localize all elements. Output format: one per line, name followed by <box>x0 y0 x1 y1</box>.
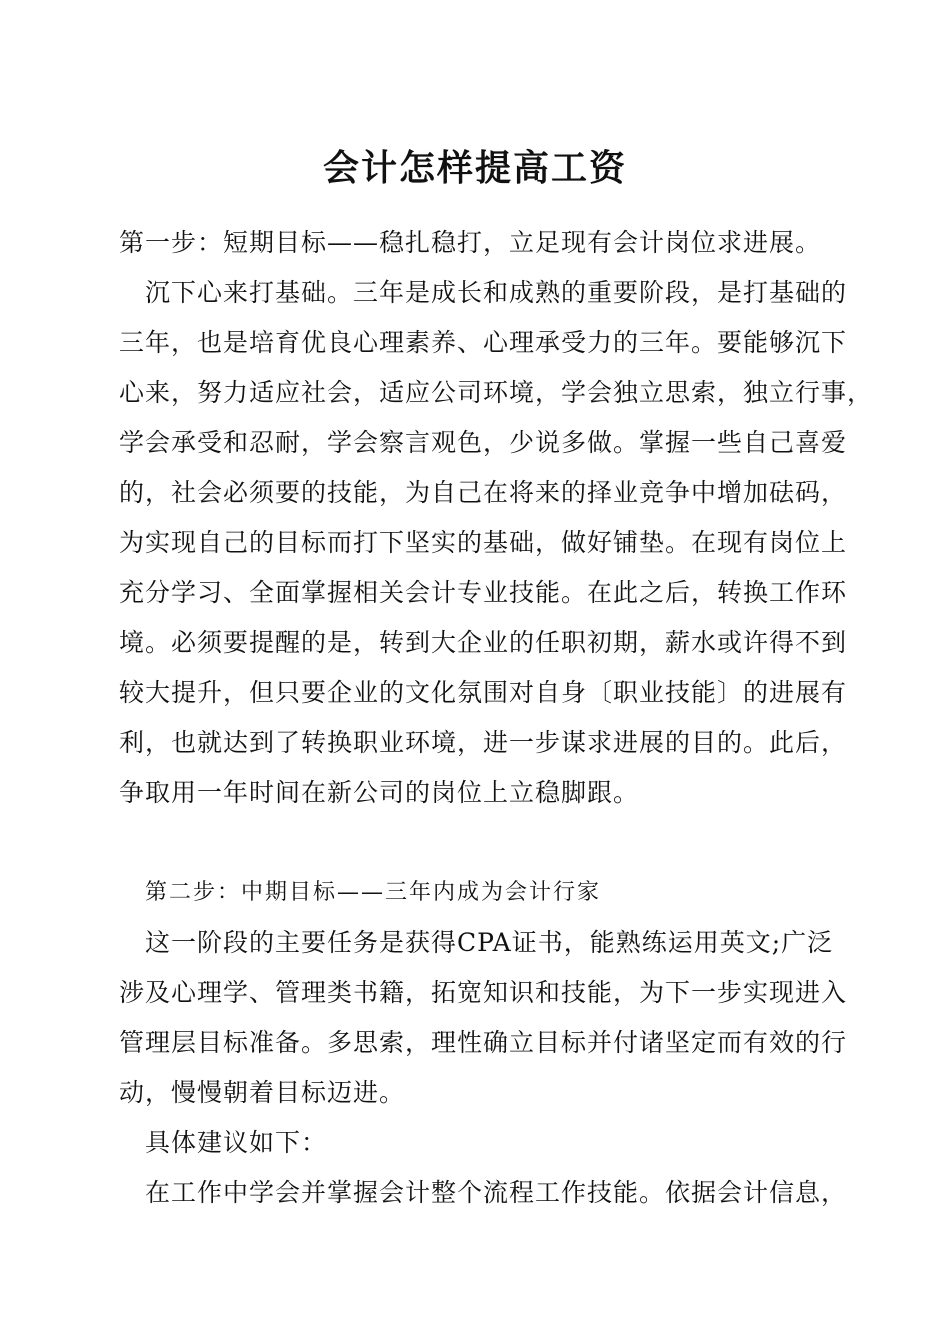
step-one-heading: 第一步：短期目标——稳扎稳打，立足现有会计岗位求进展。 <box>119 228 822 257</box>
paragraph-line: 学会承受和忍耐，学会察言观色，少说多做。掌握一些自己喜爱 <box>119 428 848 457</box>
paragraph-line: 管理层目标准备。多思索，理性确立目标并付诸坚定而有效的行 <box>119 1028 848 1057</box>
paragraph-line: 三年，也是培育优良心理素养、心理承受力的三年。要能够沉下 <box>119 328 848 357</box>
paragraph-line: 动，慢慢朝着目标迈进。 <box>119 1078 406 1107</box>
paragraph-line: 较大提升，但只要企业的文化氛围对自身〔职业技能〕的进展有 <box>119 678 848 707</box>
paragraph-line: 的，社会必须要的技能，为自己在将来的择业竞争中增加砝码， <box>119 478 848 507</box>
paragraph-line: 争取用一年时间在新公司的岗位上立稳脚跟。 <box>119 778 640 807</box>
paragraph-line: 充分学习、全面掌握相关会计专业技能。在此之后，转换工作环 <box>119 578 848 607</box>
advice-intro: 具体建议如下： <box>145 1128 328 1157</box>
paragraph-line: 为实现自己的目标而打下坚实的基础，做好铺垫。在现有岗位上 <box>119 528 848 557</box>
document-title: 会计怎样提高工资 <box>322 148 627 189</box>
paragraph-line: 沉下心来打基础。三年是成长和成熟的重要阶段，是打基础的 <box>145 278 848 307</box>
paragraph-line: 境。必须要提醒的是，转到大企业的任职初期，薪水或许得不到 <box>119 628 848 657</box>
paragraph-line: 心来，努力适应社会，适应公司环境，学会独立思索，独立行事， <box>119 378 874 407</box>
paragraph-line: 利，也就达到了转换职业环境，进一步谋求进展的目的。此后， <box>119 728 848 757</box>
paragraph-line: 这一阶段的主要任务是获得CPA证书，能熟练运用英文;广泛 <box>145 928 834 957</box>
step-two-heading: 第二步：中期目标——三年内成为会计行家 <box>145 880 602 905</box>
paragraph-line: 涉及心理学、管理类书籍，拓宽知识和技能，为下一步实现进入 <box>119 978 848 1007</box>
paragraph-line: 在工作中学会并掌握会计整个流程工作技能。依据会计信息， <box>145 1178 848 1207</box>
